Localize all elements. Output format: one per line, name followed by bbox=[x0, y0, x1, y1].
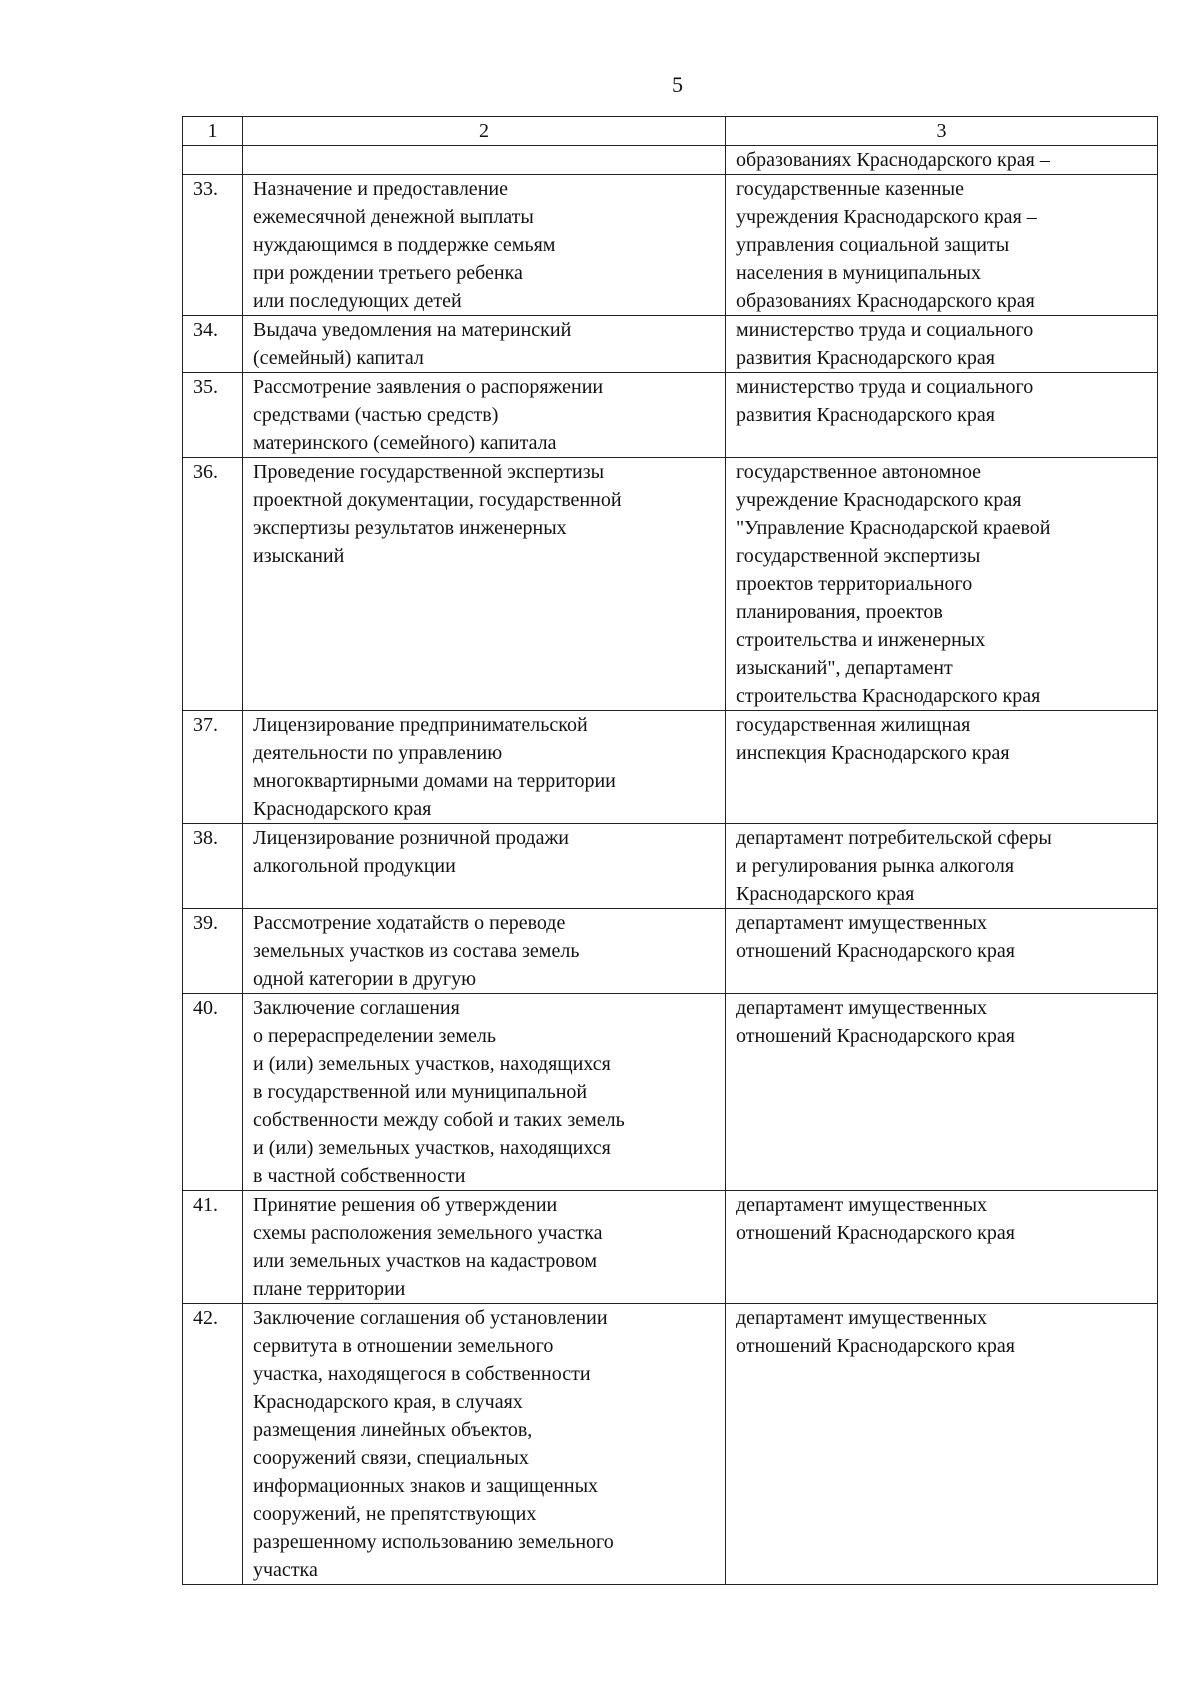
responsible-organization: министерство труда и социального развития Краснодарского края bbox=[726, 373, 1158, 458]
service-name bbox=[243, 146, 726, 175]
table-row bbox=[183, 1191, 1158, 1304]
row-number: 42. bbox=[183, 1304, 243, 1585]
table-header-row bbox=[183, 117, 1158, 146]
service-name: Заключение соглашения о перераспределении земель и (или) земельных участков, находящихся в государственной или муниципальной собственности между собой и таких земель и (или) земельных участков, находящихся в частной собственности bbox=[243, 994, 726, 1191]
row-number: 37. bbox=[183, 711, 243, 824]
service-name: Проведение государственной экспертизы проектной документации, государственной экспертизы результатов инженерных изысканий bbox=[243, 458, 726, 711]
service-name: Рассмотрение ходатайств о переводе земельных участков из состава земель одной категории в другую bbox=[243, 909, 726, 994]
responsible-organization: департамент имущественных отношений Краснодарского края bbox=[726, 1191, 1158, 1304]
responsible-organization: департамент имущественных отношений Краснодарского края bbox=[726, 909, 1158, 994]
table-row bbox=[183, 994, 1158, 1191]
responsible-organization: департамент имущественных отношений Краснодарского края bbox=[726, 994, 1158, 1191]
row-number: 38. bbox=[183, 824, 243, 909]
service-name: Лицензирование предпринимательской деятельности по управлению многоквартирными домами на территории Краснодарского края bbox=[243, 711, 726, 824]
responsible-organization: государственные казенные учреждения Краснодарского края – управления социальной защиты населения в муниципальных образованиях Краснодарского края bbox=[726, 175, 1158, 316]
service-name: Назначение и предоставление ежемесячной денежной выплаты нуждающимся в поддержке семьям при рождении третьего ребенка или последующих детей bbox=[243, 175, 726, 316]
service-name: Принятие решения об утверждении схемы расположения земельного участка или земельных участков на кадастровом плане территории bbox=[243, 1191, 726, 1304]
responsible-organization: департамент потребительской сферы и регулирования рынка алкоголя Краснодарского края bbox=[726, 824, 1158, 909]
responsible-organization: государственная жилищная инспекция Краснодарского края bbox=[726, 711, 1158, 824]
column-header-service: 2 bbox=[243, 117, 726, 146]
responsible-organization: департамент имущественных отношений Краснодарского края bbox=[726, 1304, 1158, 1585]
row-number: 39. bbox=[183, 909, 243, 994]
services-table bbox=[182, 116, 1158, 1585]
table-row bbox=[183, 909, 1158, 994]
responsible-organization: государственное автономное учреждение Краснодарского края "Управление Краснодарской краевой государственной экспертизы проектов территориального планирования, проектов строительства и инженерных изысканий", департамент строительства Краснодарского края bbox=[726, 458, 1158, 711]
service-name: Выдача уведомления на материнский (семейный) капитал bbox=[243, 316, 726, 373]
table-row bbox=[183, 824, 1158, 909]
responsible-organization: образованиях Краснодарского края – bbox=[726, 146, 1158, 175]
row-number: 36. bbox=[183, 458, 243, 711]
service-name: Рассмотрение заявления о распоряжении средствами (частью средств) материнского (семейного) капитала bbox=[243, 373, 726, 458]
continuation-row bbox=[183, 146, 1158, 175]
column-header-organization: 3 bbox=[726, 117, 1158, 146]
service-name: Лицензирование розничной продажи алкогольной продукции bbox=[243, 824, 726, 909]
page-number: 5 bbox=[672, 72, 683, 97]
service-name: Заключение соглашения об установлении сервитута в отношении земельного участка, находящегося в собственности Краснодарского края, в случаях размещения линейных объектов, сооружений связи, специальных информационных знаков и защищенных сооружений, не препятствующих разрешенному использованию земельного участка bbox=[243, 1304, 726, 1585]
row-number: 41. bbox=[183, 1191, 243, 1304]
row-number bbox=[183, 146, 243, 175]
table-row bbox=[183, 373, 1158, 458]
column-header-number: 1 bbox=[183, 117, 243, 146]
table-row bbox=[183, 458, 1158, 711]
table-row bbox=[183, 175, 1158, 316]
table-row bbox=[183, 316, 1158, 373]
table-row bbox=[183, 1304, 1158, 1585]
responsible-organization: министерство труда и социального развития Краснодарского края bbox=[726, 316, 1158, 373]
row-number: 40. bbox=[183, 994, 243, 1191]
table-row bbox=[183, 711, 1158, 824]
row-number: 34. bbox=[183, 316, 243, 373]
row-number: 35. bbox=[183, 373, 243, 458]
row-number: 33. bbox=[183, 175, 243, 316]
